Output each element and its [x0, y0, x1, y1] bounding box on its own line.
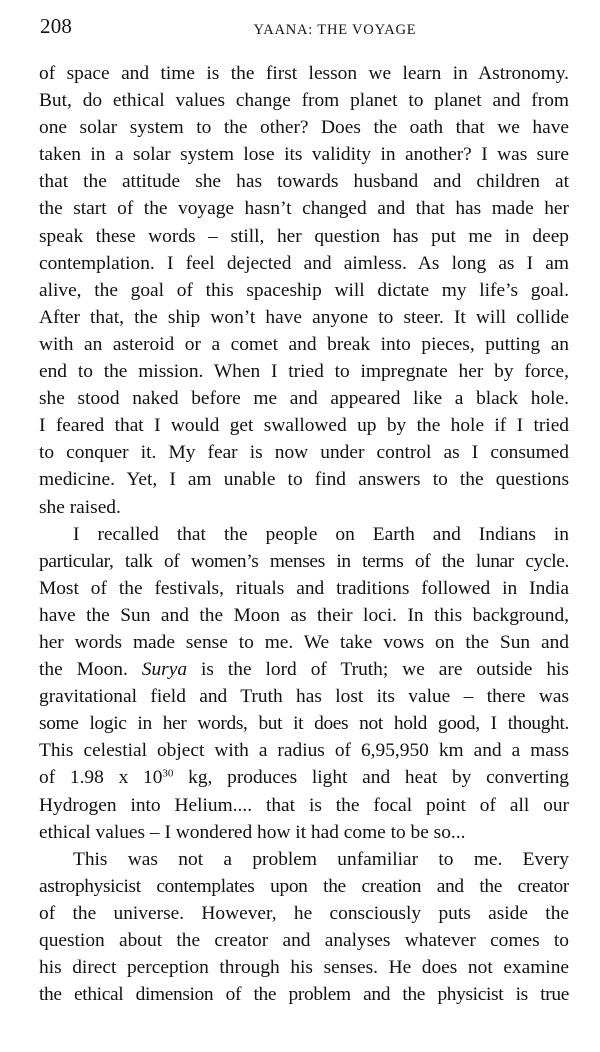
text-line: of space and time is the first lesson we learn in Astronomy.: [39, 63, 569, 84]
text-line: I feared that I would get swallowed up by the hole if I tried: [39, 415, 569, 437]
line-prefix: the Moon.: [39, 659, 128, 681]
text-line: ethical values – I wondered how it had come to be so...: [39, 821, 466, 843]
text-line-with-superscript: [39, 764, 569, 791]
text-line: contemplation. I feel dejected and aimless. As long as I am: [39, 252, 569, 274]
text-line: alive, the goal of this spaceship will dictate my life’s goal.: [39, 279, 569, 301]
text-line: Hydrogen into Helium.... that is the focal point of all our: [39, 794, 569, 816]
text-line: she raised.: [39, 496, 121, 518]
text-line: that the attitude she has towards husband and children at: [39, 171, 569, 193]
text-line: to conquer it. My fear is now under control as I consumed: [39, 442, 569, 464]
text-line: But, do ethical values change from planet to planet and from: [39, 90, 569, 112]
text-line: gravitational field and Truth has lost its value – there was: [39, 686, 569, 708]
text-line: Most of the festivals, rituals and traditions followed in India: [39, 577, 569, 599]
body-text: [39, 60, 569, 1008]
text-line: taken in a solar system lose its validity in another? I was sure: [39, 144, 569, 166]
line-rest: is the lord of Truth; we are outside his: [200, 659, 569, 681]
text-line: some logic in her words, but it does not hold good, I thought.: [39, 713, 569, 735]
text-line: one solar system to the other? Does the oath that we have: [39, 117, 569, 139]
paragraph-start-line: This was not a problem unfamiliar to me. Every: [73, 848, 569, 870]
text-line: with an asteroid or a comet and break into pieces, putting an: [39, 333, 569, 355]
italic-term: Surya: [141, 659, 188, 681]
text-line: of the universe. However, he consciously puts aside the: [39, 902, 569, 924]
text-line: speak these words – still, her question has put me in deep: [39, 225, 569, 247]
text-line: her words made sense to me. We take vows on the Sun and: [39, 631, 569, 653]
text-line: question about the creator and analyses whatever comes to: [39, 930, 569, 951]
text-line: This celestial object with a radius of 6,95,950 km and a mass: [39, 740, 569, 762]
text-line: After that, the ship won’t have anyone to steer. It will collide: [39, 306, 569, 328]
text-line: end to the mission. When I tried to impregnate her by force,: [39, 361, 569, 383]
text-line: medicine. Yet, I am unable to find answers to the questions: [39, 469, 569, 491]
text-line: particular, talk of women’s menses in terms of the lunar cycle.: [39, 550, 569, 572]
text-line: the start of the voyage hasn’t changed and that has made her: [39, 198, 569, 220]
page-header: [40, 12, 570, 42]
text-line: the ethical dimension of the problem and the physicist is true: [39, 984, 569, 1006]
text-line: astrophysicist contemplates upon the creation and the creator: [39, 875, 569, 897]
superscript-exponent: 30: [162, 767, 174, 780]
paragraph-start-line: I recalled that the people on Earth and Indians in: [73, 523, 569, 545]
text-line: his direct perception through his senses. He does not examine: [39, 957, 569, 979]
page-number: 208: [40, 14, 73, 38]
running-head: YAANA: THE VOYAGE: [253, 22, 417, 38]
line-rest: kg, produces light and heat by converting: [188, 767, 569, 789]
text-line-with-italic: [39, 656, 569, 683]
line-prefix: of 1.98 x 10: [39, 767, 163, 789]
text-line: have the Sun and the Moon as their loci. In this background,: [39, 604, 569, 626]
text-line: she stood naked before me and appeared like a black hole.: [39, 388, 569, 410]
